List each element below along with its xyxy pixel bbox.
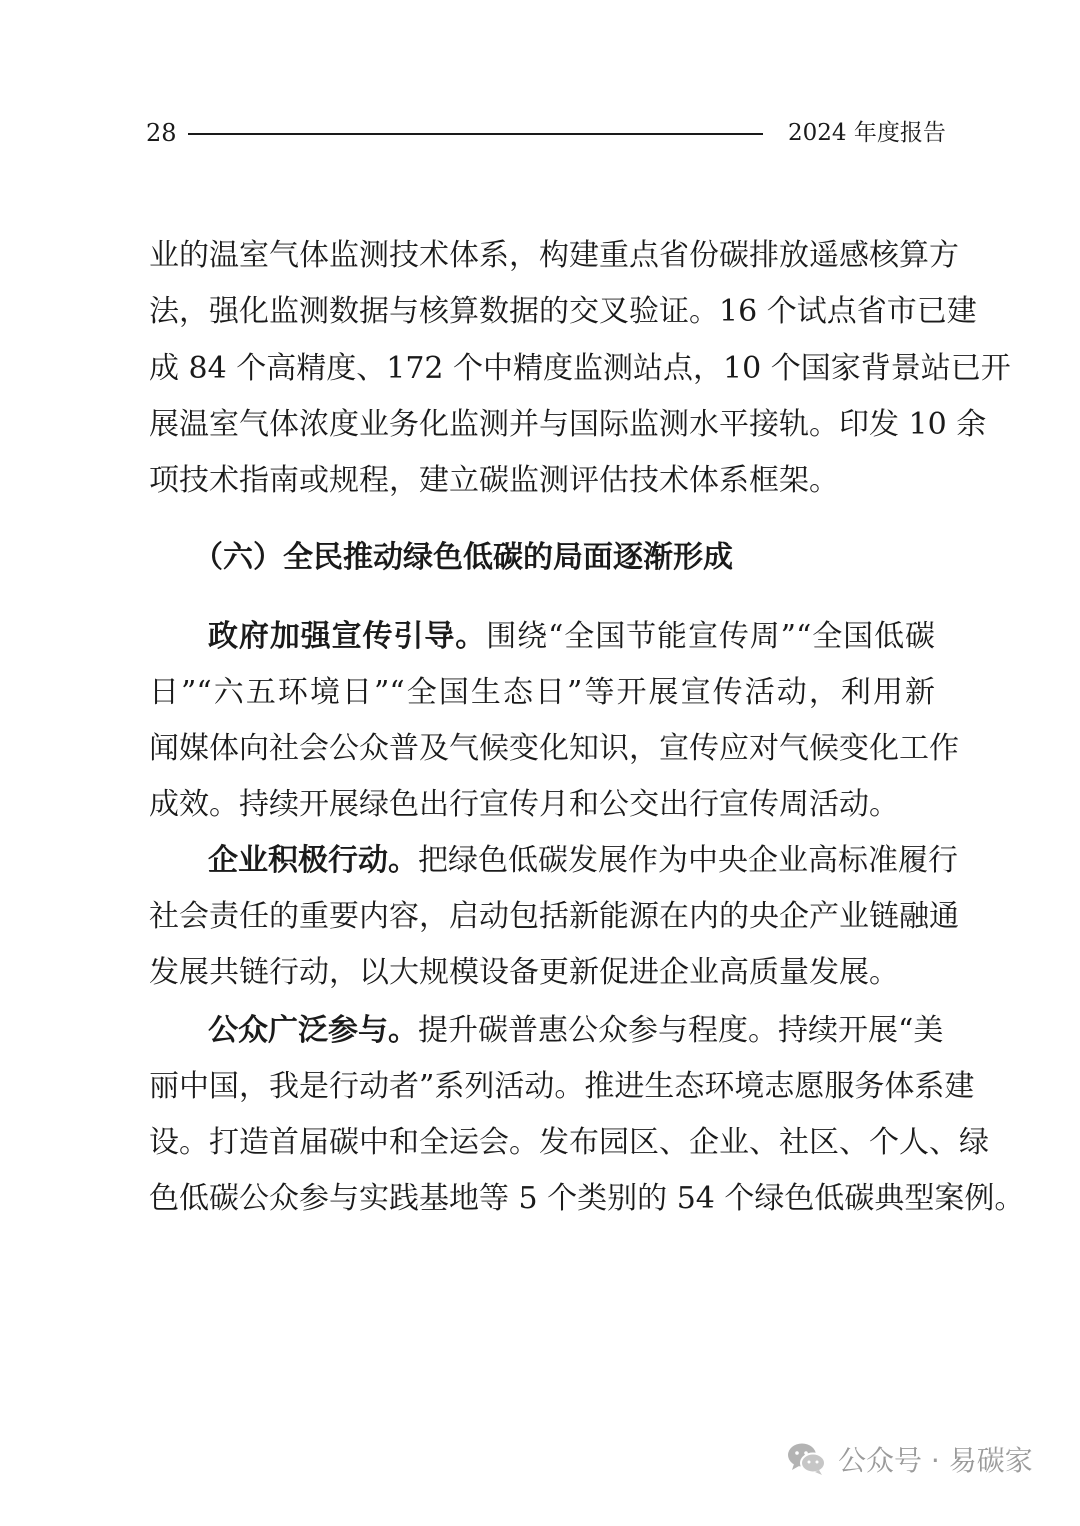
paragraph-lead: 政府加强宣传引导。 — [208, 619, 487, 654]
text-span: 提升碳普惠公众参与程度。持续开展“美 — [418, 1013, 944, 1048]
watermark — [786, 1437, 1033, 1481]
header-rule — [188, 133, 763, 135]
text-span: 围绕“全国节能宣传周”“全国低碳 — [486, 619, 936, 654]
wechat-icon — [786, 1441, 828, 1477]
text-line: 展温室气体浓度业务化监测并与国际监测水平接轨。印发 10 余 — [149, 407, 987, 442]
text-line: 法，强化监测数据与核算数据的交叉验证。16 个试点省市已建 — [149, 294, 977, 329]
text-line: 闻媒体向社会公众普及气候变化知识，宣传应对气候变化工作 — [149, 731, 959, 766]
text-line: 业的温室气体监测技术体系，构建重点省份碳排放遥感核算方 — [149, 238, 959, 273]
paragraph-lead: 企业积极行动。 — [208, 843, 418, 878]
page-number: 28 — [146, 119, 177, 147]
text-line: 发展共链行动，以大规模设备更新促进企业高质量发展。 — [149, 955, 899, 990]
text-line: 设。打造首届碳中和全运会。发布园区、企业、社区、个人、绿 — [149, 1125, 989, 1160]
text-span: 把绿色低碳发展作为中央企业高标准履行 — [418, 843, 958, 878]
report-title: 2024 年度报告 — [788, 120, 946, 146]
text-line — [208, 841, 958, 881]
watermark-text: 公众号 · 易碳家 — [838, 1444, 1033, 1477]
text-line: 项技术指南或规程，建立碳监测评估技术体系框架。 — [149, 463, 839, 498]
text-line: 社会责任的重要内容，启动包括新能源在内的央企产业链融通 — [149, 899, 959, 934]
section-heading: （六）全民推动绿色低碳的局面逐渐形成 — [193, 540, 733, 575]
text-line: 成效。持续开展绿色出行宣传月和公交出行宣传周活动。 — [149, 787, 899, 822]
text-line — [208, 617, 935, 657]
text-line: 丽中国，我是行动者”系列活动。推进生态环境志愿服务体系建 — [149, 1069, 975, 1104]
text-line: 日”“六五环境日”“全国生态日”等开展宣传活动，利用新 — [149, 675, 935, 710]
text-line: 色低碳公众参与实践基地等 5 个类别的 54 个绿色低碳典型案例。 — [149, 1181, 1025, 1216]
text-line — [208, 1011, 944, 1051]
text-line: 成 84 个高精度、172 个中精度监测站点，10 个国家背景站已开 — [149, 351, 1011, 386]
paragraph-lead: 公众广泛参与。 — [208, 1013, 418, 1048]
